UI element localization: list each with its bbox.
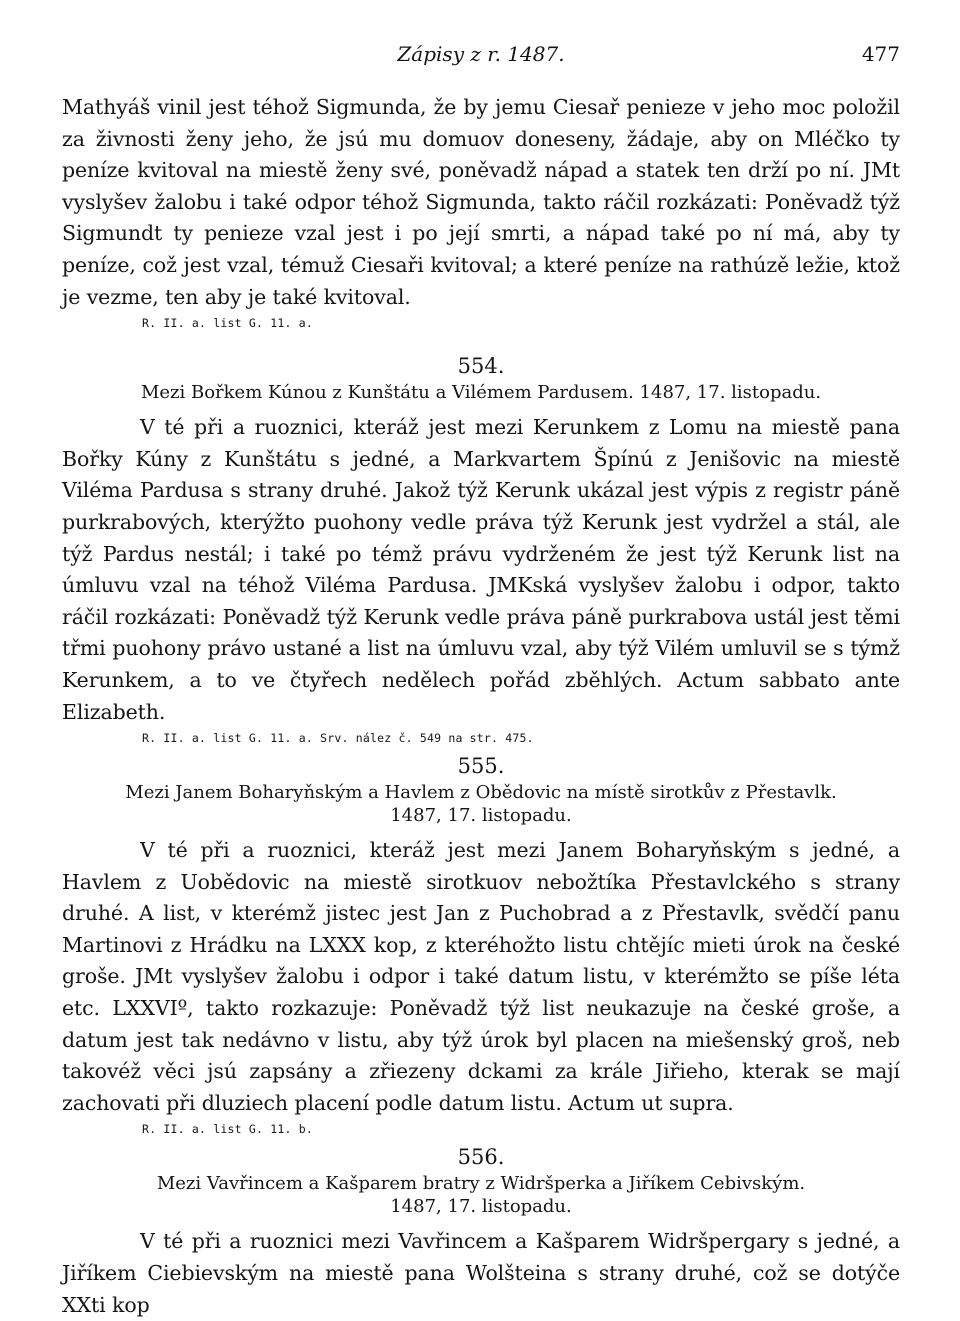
entry-source-554: R. II. a. list G. 11. a. Srv. nález č. 549 na str. 475.: [142, 731, 534, 746]
intro-source-reference: R. II. a. list G. 11. a.: [142, 316, 313, 331]
document-page: [62, 42, 900, 1321]
running-title: Zápisy z r. 1487.: [397, 42, 565, 66]
entry-text-556: V té při a ruoznici mezi Vavřincem a Kašparem Widršpergary s jedné, a Jiříkem Ciebievským na miestě pana Wolšteina s strany druhé, což se dotýče XXti kop: [62, 1229, 900, 1317]
entry-heading-555-line1: Mezi Janem Boharyňským a Havlem z Obědovic na místě sirotkův z Přestavlk.: [125, 782, 837, 804]
entry-heading-556-line1: Mezi Vavřincem a Kašparem bratry z Widršperka a Jiříkem Cebivským.: [156, 1173, 806, 1195]
entry-number-555: 555.: [457, 754, 505, 779]
entry-heading-554: [62, 381, 900, 404]
entry-text-554: V té při a ruoznici, kteráž jest mezi Kerunkem z Lomu na miestě pana Bořky Kúny z Kunštátu s jedné, a Markvartem Špínú z Jenišovic na miestě Viléma Pardusa s strany druhé. Jakož týž Kerunk ukázal jest výpis z registr páně purkrabových, kterýžto puohony vedle práva týž Kerunk jest vydržel a stál, ale týž Pardus nestál; i také po témž právu vydrženém že jest týž Kerunk list na úmluvu vzal na téhož Viléma Pardusa. JMKská vyslyšev žalobu i odpor, takto ráčil rozkázati: Poněvadž týž Kerunk vedle práva páně purkrabova ustál jest těmi třmi puohony právo ustané a list na úmluvu vzal, aby týž Vilém umluvil se s týmž Kerunkem, a to ve čtyřech nedělech pořád zběhlých. Actum sabbato ante Elizabeth.: [62, 415, 900, 724]
page-number: 477: [861, 42, 900, 66]
intro-paragraph: Mathyáš vinil jest téhož Sigmunda, že by jemu Ciesař penieze v jeho moc položil za živnosti ženy jeho, že jsú mu domuov doneseny, žádaje, aby on Mléčko ty peníze kvitoval na miestě ženy své, poněvadž nápad a statek ten drží po ní. JMt vyslyšev žalobu i také odpor téhož Sigmunda, takto ráčil rozkázati: Poněvadž týž Sigmundt ty penieze vzal jest i po její smrti, a nápad také po ní má, aby ty peníze, což jest vzal, témuž Ciesaři kvitoval; a které peníze na rathúzě ležie, ktož je vezme, ten aby je také kvitoval.: [62, 95, 900, 309]
entry-heading-556-line2: 1487, 17. listopadu.: [390, 1196, 572, 1218]
entry-heading-555: [62, 781, 900, 827]
entry-heading-555-line2: 1487, 17. listopadu.: [390, 805, 572, 827]
page-header: [62, 42, 900, 76]
entry-number-556: 556.: [457, 1145, 505, 1170]
entry-number-554: 554.: [457, 354, 505, 379]
entry-heading-554-line1: Mezi Bořkem Kúnou z Kunštátu a Vilémem Pardusem. 1487, 17. listopadu.: [140, 382, 822, 404]
entry-text-555: V té při a ruoznici, kteráž jest mezi Janem Boharyňským s jedné, a Havlem z Uobědovic na miestě sirotkuov nebožtíka Přestavlckého s strany druhé. A list, v kterémž jistec jest Jan z Puchobrad a z Přestavlk, svědčí panu Martinovi z Hrádku na LXXX kop, z kteréhožto listu chtějíc mieti úrok na české groše. JMt vyslyšev žalobu i odpor i také datum listu, v kterémžto se píše léta etc. LXXVIº, takto rozkazuje: Poněvadž týž list neukazuje na české groše, a datum jest tak nedávno v listu, aby týž úrok byl placen na miešenský groš, neb takovéž věci jsú zapsány a zřiezeny dckami za krále Jiřieho, kterak se mají zachovati při dluziech placení podle datum listu. Actum ut supra.: [62, 838, 900, 1115]
entry-heading-556: [62, 1172, 900, 1218]
entry-source-555: R. II. a. list G. 11. b.: [142, 1122, 313, 1137]
